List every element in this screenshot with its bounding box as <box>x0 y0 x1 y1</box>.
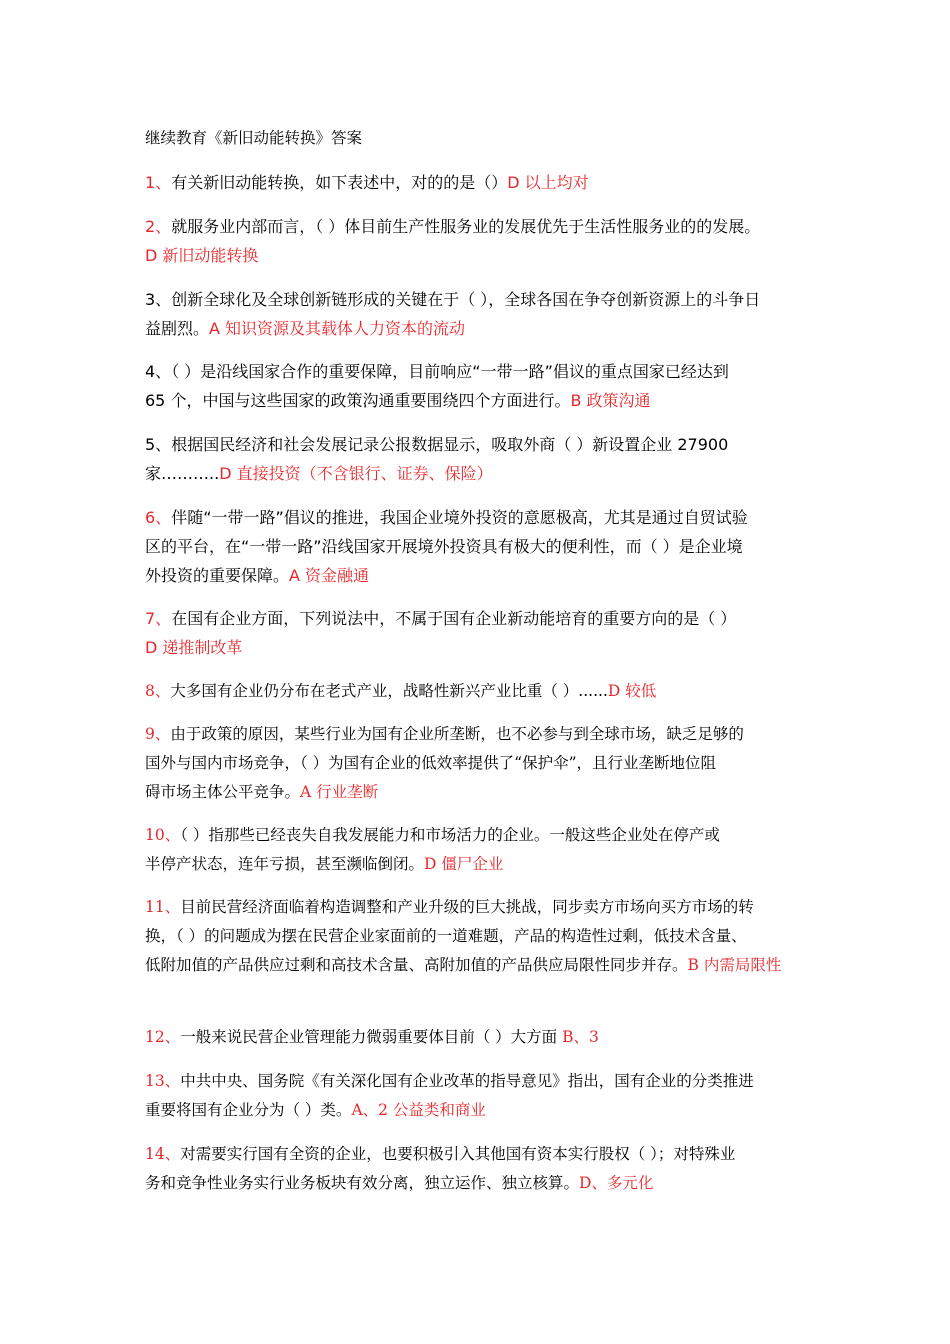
answer: D、多元化 <box>579 1174 654 1192</box>
question-text: 根据国民经济和社会发展记录公报数据显示，吸取外商（ ）新设置企业 27900 <box>171 435 729 454</box>
answer: D 新旧动能转换 <box>145 246 259 265</box>
question-11 <box>145 893 813 980</box>
question-text: 一般来说民营企业管理能力微弱重要体目前（ ）大方面 <box>180 1028 563 1046</box>
question-13 <box>145 1067 813 1125</box>
question-text: 由于政策的原因，某些行业为国有企业所垄断，也不必参与到全球市场，缺乏足够的 <box>170 725 744 743</box>
question-text: 大多国有企业仍分布在老式产业，战略性新兴产业比重（ ）...... <box>170 682 608 700</box>
answer: B 政策沟通 <box>570 391 651 410</box>
question-number: 8、 <box>145 682 171 700</box>
question-number: 4、 <box>145 362 172 381</box>
question-text: 伴随“一带一路”倡议的推进，我国企业境外投资的意愿极高，尤其是通过自贸试验 <box>171 508 748 527</box>
question-9 <box>145 720 813 807</box>
question-text: （ ）指那些已经丧失自我发展能力和市场活力的企业。一般这些企业处在停产或 <box>180 826 720 844</box>
question-number: 1、 <box>145 173 172 192</box>
question-text: 低附加值的产品供应过剩和高技术含量、高附加值的产品供应局限性同步并存。 <box>145 956 688 974</box>
question-text: 益剧烈。 <box>145 319 210 338</box>
question-14 <box>145 1140 813 1198</box>
question-text: 换，（ ）的问题成为摆在民营企业家面前的一道难题，产品的构造性过剩，低技术含量、 <box>145 927 747 945</box>
question-number: 3、 <box>145 290 172 309</box>
answer: D 直接投资（不含银行、证券、保险） <box>219 464 493 483</box>
question-7 <box>145 604 813 662</box>
answer: A 资金融通 <box>289 566 370 585</box>
question-text: 目前民营经济面临着构造调整和产业升级的巨大挑战，同步卖方市场向买方市场的转 <box>180 898 754 916</box>
question-text: 务和竞争性业务实行业务板块有效分离，独立运作、独立核算。 <box>145 1174 580 1192</box>
answer: D 较低 <box>607 682 657 700</box>
question-5 <box>145 430 813 488</box>
answer: D 递推制改革 <box>145 638 243 657</box>
question-1 <box>145 168 813 197</box>
question-8 <box>145 677 813 706</box>
question-10 <box>145 821 813 879</box>
question-12 <box>145 1023 813 1052</box>
answer: A 行业垄断 <box>300 783 379 801</box>
answer: B、3 <box>562 1028 599 1046</box>
question-number: 9、 <box>145 725 171 743</box>
answer: A 知识资源及其载体人力资本的流动 <box>209 319 466 338</box>
question-number: 5、 <box>145 435 172 454</box>
question-number: 11、 <box>145 898 181 916</box>
question-6 <box>145 503 813 590</box>
question-text: 中共中央、国务院《有关深化国有企业改革的指导意见》指出，国有企业的分类推进 <box>180 1072 754 1090</box>
question-2 <box>145 212 825 270</box>
question-text: 碍市场主体公平竞争。 <box>145 783 301 801</box>
question-text: 就服务业内部而言，（ ）体目前生产性服务业的发展优先于生活性服务业的的发展。 <box>171 217 761 236</box>
question-number: 12、 <box>145 1028 181 1046</box>
document-title: 继续教育《新旧动能转换》答案 <box>145 129 363 147</box>
question-text: 区的平台，在“一带一路”沿线国家开展境外投资具有极大的便利性，而（ ）是企业境 <box>145 537 743 556</box>
question-text: 创新全球化及全球创新链形成的关键在于（ ），全球各国在争夺创新资源上的斗争日 <box>171 290 761 309</box>
question-text: 外投资的重要保障。 <box>145 566 290 585</box>
question-text: 有关新旧动能转换，如下表述中，对的的是（） <box>171 173 508 192</box>
question-text: （ ）是沿线国家合作的重要保障，目前响应“一带一路”倡议的重点国家已经达到 <box>171 362 729 381</box>
question-text: 重要将国有企业分为（ ）类。 <box>145 1101 352 1119</box>
question-number: 7、 <box>145 609 172 628</box>
question-text: 国外与国内市场竞争，（ ）为国有企业的低效率提供了“保护伞”，且行业垄断地位阻 <box>145 754 717 772</box>
question-number: 6、 <box>145 508 172 527</box>
answer: A、2 公益类和商业 <box>351 1101 486 1119</box>
question-text: 家……….. <box>145 464 220 483</box>
question-number: 14、 <box>145 1145 181 1163</box>
question-number: 13、 <box>145 1072 181 1090</box>
answer: D 以上均对 <box>507 173 589 192</box>
question-text: 半停产状态，连年亏损，甚至濒临倒闭。 <box>145 855 425 873</box>
answer: B 内需局限性 <box>687 956 782 974</box>
question-number: 2、 <box>145 217 172 236</box>
answer: D 僵尸企业 <box>424 855 504 873</box>
question-text: 对需要实行国有全资的企业，也要积极引入其他国有资本实行股权（ ）；对特殊业 <box>180 1145 736 1163</box>
question-number: 10、 <box>145 826 181 844</box>
question-text: 65 个，中国与这些国家的政策沟通重要围绕四个方面进行。 <box>145 391 571 410</box>
question-4 <box>145 357 813 415</box>
question-3 <box>145 285 813 343</box>
question-text: 在国有企业方面，下列说法中，不属于国有企业新动能培育的重要方向的是（ ） <box>171 609 737 628</box>
